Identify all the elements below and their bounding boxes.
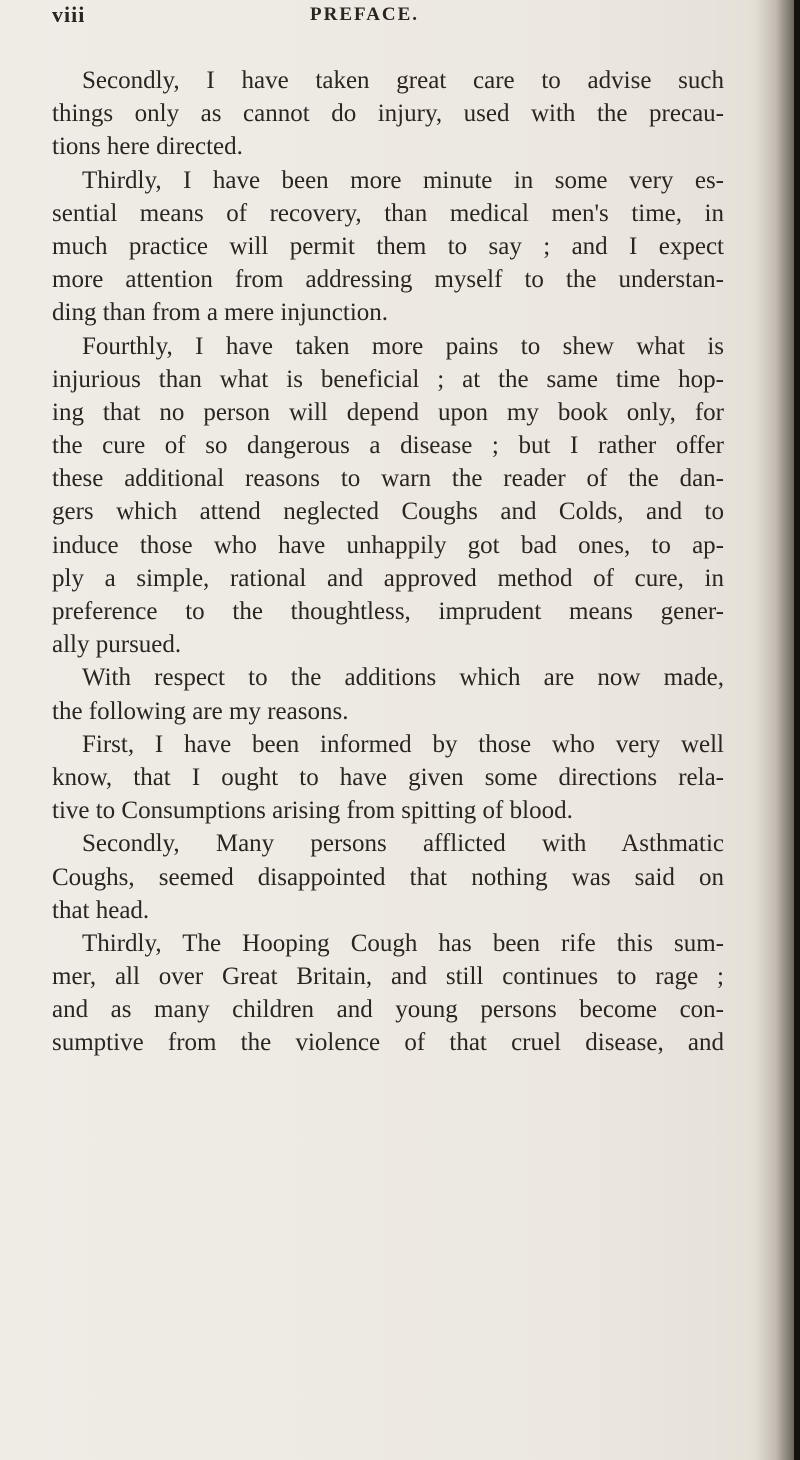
- page-header: [52, 2, 692, 32]
- text-line: tions here directed.: [52, 133, 243, 161]
- text-line: things only as cannot do injury, used with the precau-: [52, 100, 724, 128]
- page-number: viii: [52, 2, 86, 27]
- running-head: PREFACE.: [310, 4, 420, 25]
- text-line: Coughs, seemed disappointed that nothing was said on: [52, 863, 724, 891]
- text-line: more attention from addressing myself to the understan-: [52, 266, 724, 294]
- binding-edge: [794, 0, 800, 1460]
- text-line: induce those who have unhappily got bad ones, to ap-: [52, 531, 724, 559]
- text-line: tive to Consumptions arising from spitting of blood.: [52, 797, 573, 825]
- text-line: preference to the thoughtless, imprudent means gener-: [52, 598, 724, 625]
- text-line: sumptive from the violence of that cruel disease, and: [52, 1029, 724, 1057]
- text-line: Secondly, I have taken great care to advise such: [82, 67, 724, 94]
- text-line: Thirdly, I have been more minute in some very es-: [82, 166, 724, 194]
- text-line: much practice will permit them to say ; and I expect: [52, 232, 724, 260]
- text-line: ing that no person will depend upon my book only, for: [52, 398, 724, 426]
- text-line: sential means of recovery, than medical men's time, in: [52, 199, 724, 227]
- text-line: With respect to the additions which are now made,: [82, 664, 724, 692]
- text-line: Thirdly, The Hooping Cough has been rife this sum-: [82, 929, 724, 957]
- text-line: that head.: [52, 896, 150, 924]
- text-line: ply a simple, rational and approved method of cure, in: [52, 564, 724, 592]
- text-line: gers which attend neglected Coughs and Colds, and to: [52, 498, 724, 526]
- text-line: the cure of so dangerous a disease ; but I rather offer: [52, 432, 724, 460]
- text-line: Secondly, Many persons afflicted with Asthmatic: [82, 830, 724, 858]
- text-line: injurious than what is beneficial ; at the same time hop-: [52, 365, 724, 393]
- text-line: know, that I ought to have given some directions rela-: [52, 763, 724, 791]
- text-line: First, I have been informed by those who very well: [82, 730, 724, 758]
- text-line: and as many children and young persons become con-: [52, 996, 724, 1024]
- body-text: [52, 64, 724, 1060]
- text-line: the following are my reasons.: [52, 697, 349, 725]
- text-line: Fourthly, I have taken more pains to shew what is: [82, 332, 724, 360]
- text-line: ding than from a mere injunction.: [52, 299, 389, 327]
- text-line: mer, all over Great Britain, and still continues to rage ;: [52, 963, 724, 991]
- text-line: ally pursued.: [52, 631, 182, 659]
- text-line: these additional reasons to warn the reader of the dan-: [52, 465, 724, 493]
